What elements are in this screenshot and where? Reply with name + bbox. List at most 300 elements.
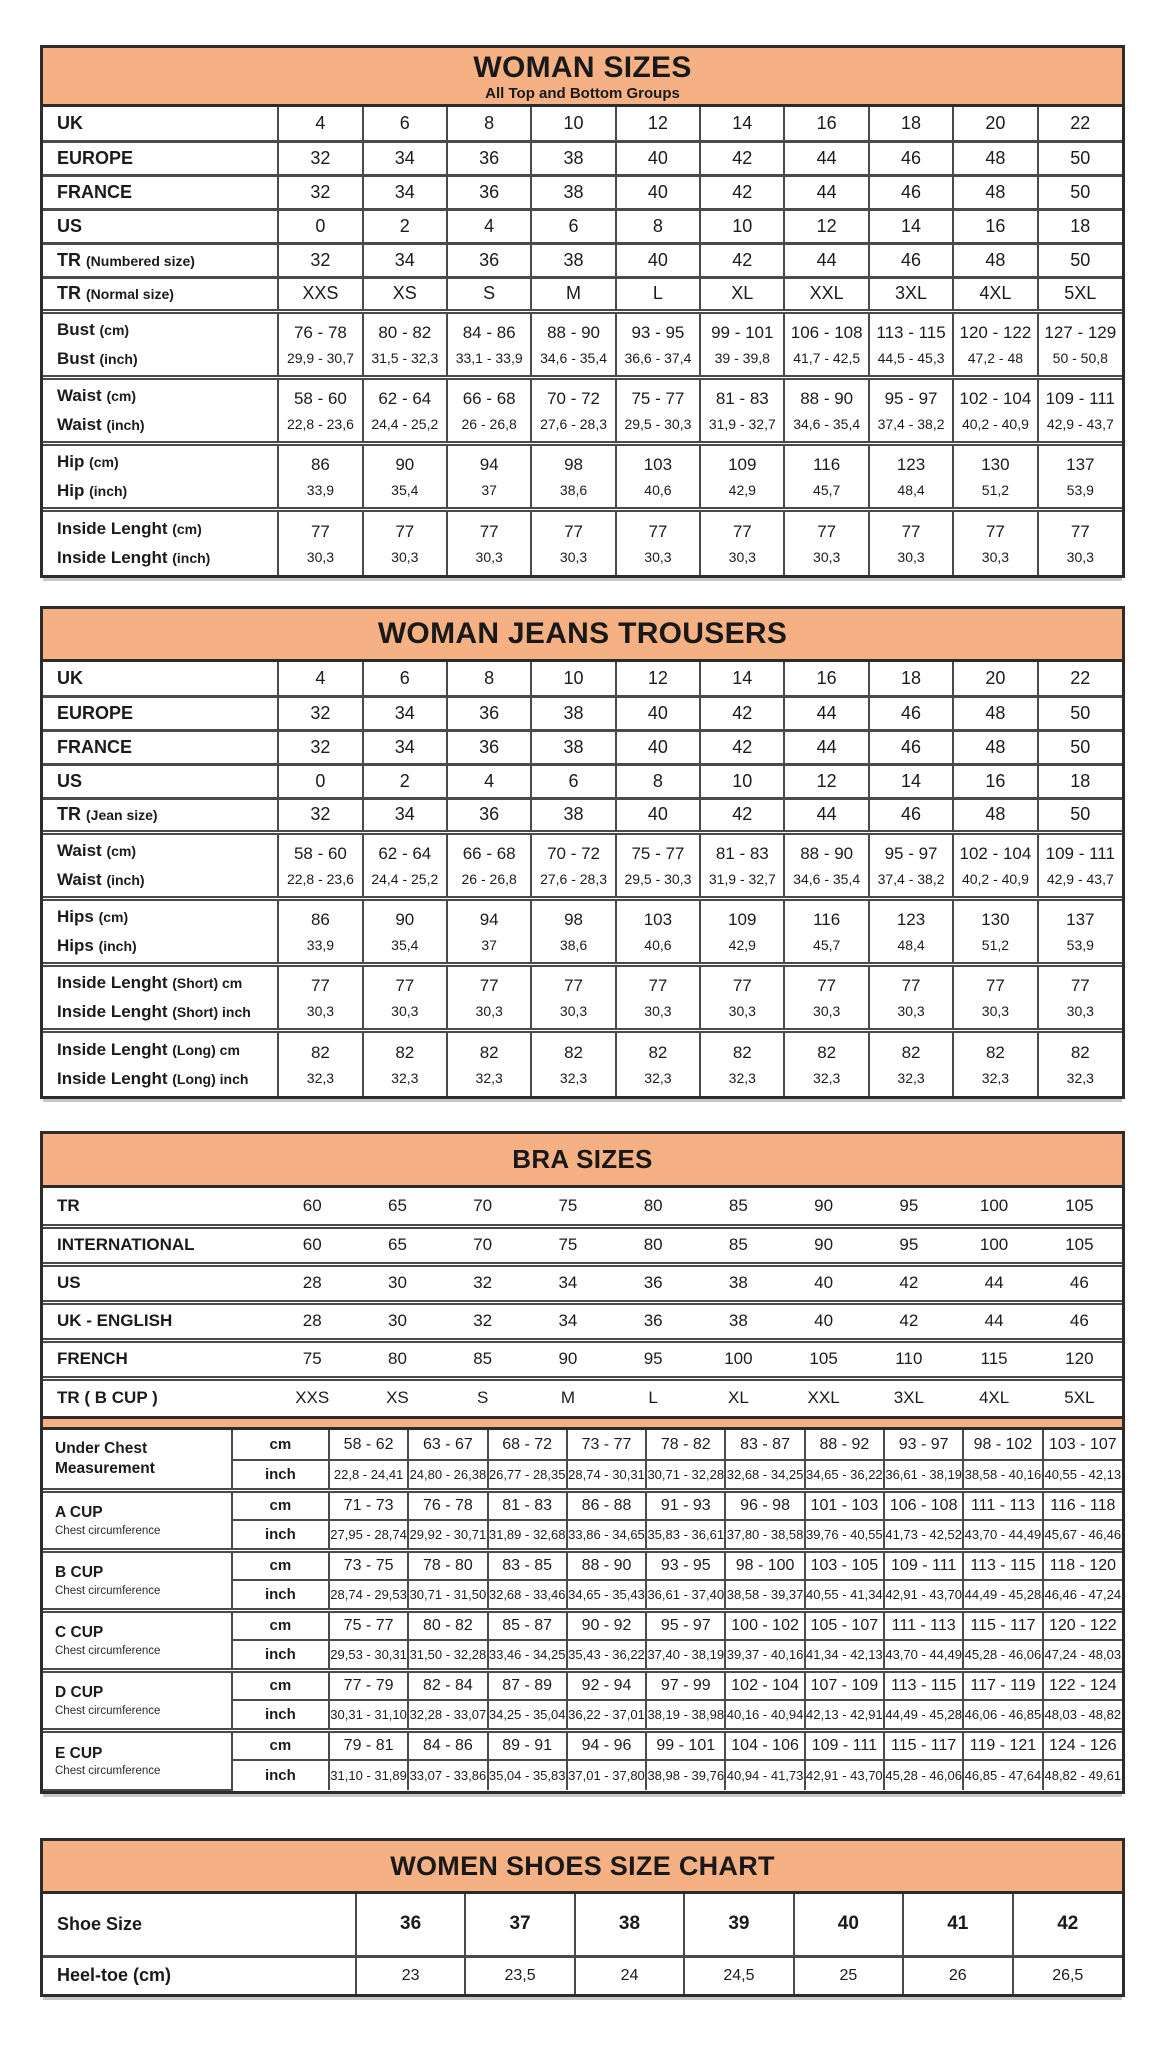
cell-value: 40 bbox=[616, 175, 700, 209]
cell-line-cm: 82 bbox=[732, 1042, 752, 1062]
cell-value: 6 bbox=[363, 107, 447, 141]
cell-value: 50 bbox=[1038, 798, 1122, 832]
cell-value: 50 bbox=[1038, 730, 1122, 764]
cell-value: 32 bbox=[440, 1302, 525, 1340]
cell-value: XS bbox=[355, 1378, 440, 1416]
cell-value: 80 bbox=[611, 1188, 696, 1226]
cell-line-inch: 32,3 bbox=[644, 1069, 672, 1086]
cell-value: 29,92 - 30,71 bbox=[408, 1520, 487, 1550]
jeans-trousers-section bbox=[40, 606, 1125, 1099]
cell-value: 88 - 92 bbox=[805, 1430, 884, 1460]
row-label bbox=[43, 1730, 232, 1790]
cell-value: 111 - 113 bbox=[884, 1610, 963, 1640]
cell-value: 30 bbox=[355, 1264, 440, 1302]
cell-value bbox=[531, 377, 615, 443]
cell-value: 40 bbox=[781, 1302, 866, 1340]
cell-line-cm: 77 bbox=[648, 975, 668, 995]
cell-value bbox=[447, 964, 531, 1030]
table-row bbox=[43, 1730, 1122, 1760]
cell-value bbox=[1038, 898, 1122, 964]
cell-value: 38 bbox=[531, 730, 615, 764]
cell-value: 50 bbox=[1038, 141, 1122, 175]
cell-value: 8 bbox=[447, 107, 531, 141]
row-label bbox=[43, 443, 278, 509]
cell-value: 48,03 - 48,82 bbox=[1043, 1700, 1122, 1730]
cell-value: 90 bbox=[525, 1340, 610, 1378]
cell-value: 33,46 - 34,25 bbox=[488, 1640, 567, 1670]
cell-value bbox=[869, 898, 953, 964]
row-label-sub: Chest circumference bbox=[55, 1765, 161, 1778]
bra-measurement-table bbox=[43, 1430, 1122, 1791]
cell-value: M bbox=[531, 277, 615, 311]
cell-value bbox=[869, 1030, 953, 1096]
cell-value bbox=[616, 964, 700, 1030]
cell-line-cm: 77 bbox=[479, 521, 499, 541]
row-label-main: A CUP bbox=[55, 1504, 103, 1522]
row-label: UK - ENGLISH bbox=[43, 1302, 270, 1340]
cell-value bbox=[869, 311, 953, 377]
cell-line-cm: 77 bbox=[395, 521, 415, 541]
cell-value: 10 bbox=[700, 209, 784, 243]
cell-value: 32 bbox=[278, 798, 362, 832]
cell-value bbox=[363, 898, 447, 964]
cell-value: 46 bbox=[869, 696, 953, 730]
cell-line-cm: 88 - 90 bbox=[547, 322, 600, 342]
cell-value bbox=[447, 443, 531, 509]
cell-value: 32 bbox=[278, 175, 362, 209]
cell-line-cm: 77 bbox=[985, 975, 1005, 995]
cell-line-cm: 77 bbox=[901, 521, 921, 541]
cell-value bbox=[953, 832, 1037, 898]
cell-value: 16 bbox=[784, 107, 868, 141]
row-label-main: C CUP bbox=[55, 1624, 104, 1642]
cell-value: 83 - 87 bbox=[725, 1430, 804, 1460]
cell-value: 91 - 93 bbox=[646, 1490, 725, 1520]
cell-value: 60 bbox=[270, 1188, 355, 1226]
table-row bbox=[43, 696, 1122, 730]
cell-line-inch: 30,3 bbox=[391, 1002, 419, 1019]
cell-line-cm: 109 bbox=[728, 454, 757, 474]
row-label: INTERNATIONAL bbox=[43, 1226, 270, 1264]
cell-value: 40,55 - 41,34 bbox=[805, 1580, 884, 1610]
cell-value bbox=[447, 898, 531, 964]
cell-value: 16 bbox=[953, 209, 1037, 243]
cell-value: 88 - 90 bbox=[567, 1550, 646, 1580]
cell-value bbox=[784, 898, 868, 964]
cell-value: 18 bbox=[869, 662, 953, 696]
cell-line-cm: 77 bbox=[310, 521, 330, 541]
cell-line-inch: 51,2 bbox=[981, 481, 1010, 498]
cell-value: 4 bbox=[278, 107, 362, 141]
row-label-sub: Chest circumference bbox=[55, 1644, 161, 1657]
cell-value: 48 bbox=[953, 141, 1037, 175]
cell-line-inch: 38,6 bbox=[559, 481, 588, 498]
row-label-line: Waist (cm) bbox=[57, 385, 136, 405]
row-label-line: Bust (inch) bbox=[57, 348, 138, 368]
cell-value: 46,85 - 47,64 bbox=[963, 1760, 1042, 1790]
cell-value bbox=[784, 443, 868, 509]
cell-line-inch: 30,3 bbox=[559, 1002, 588, 1019]
cell-value bbox=[278, 443, 362, 509]
cell-line-inch: 30,3 bbox=[981, 1002, 1010, 1019]
cell-value bbox=[616, 443, 700, 509]
cell-line-inch: 45,7 bbox=[813, 936, 841, 953]
unit-label: inch bbox=[232, 1760, 329, 1790]
cell-value: 14 bbox=[700, 107, 784, 141]
cell-value: 102 - 104 bbox=[725, 1670, 804, 1700]
row-label bbox=[43, 1490, 232, 1550]
cell-value: 36 bbox=[611, 1302, 696, 1340]
cell-value: 32,68 - 33,46 bbox=[488, 1580, 567, 1610]
cell-value: 14 bbox=[700, 662, 784, 696]
row-label: FRANCE bbox=[43, 730, 278, 764]
cell-value: 4XL bbox=[953, 277, 1037, 311]
cell-value: 68 - 72 bbox=[488, 1430, 567, 1460]
cell-line-inch: 50 - 50,8 bbox=[1052, 349, 1108, 366]
cell-value bbox=[784, 509, 868, 575]
cell-value: 34,65 - 35,43 bbox=[567, 1580, 646, 1610]
table-row bbox=[43, 1340, 1122, 1378]
cell-value: 113 - 115 bbox=[963, 1550, 1042, 1580]
cell-value bbox=[531, 1030, 615, 1096]
cell-value: 46 bbox=[869, 141, 953, 175]
cell-value bbox=[953, 443, 1037, 509]
cell-value: 3XL bbox=[869, 277, 953, 311]
row-label-sub: Chest circumference bbox=[55, 1584, 161, 1597]
row-label: US bbox=[43, 764, 278, 798]
cell-value bbox=[278, 964, 362, 1030]
cell-value: 37,80 - 38,58 bbox=[725, 1520, 804, 1550]
cell-value: 34 bbox=[363, 243, 447, 277]
cell-line-inch: 42,9 bbox=[728, 936, 756, 953]
cell-value: S bbox=[447, 277, 531, 311]
cell-value: 38 bbox=[531, 175, 615, 209]
cell-value: 38,58 - 39,37 bbox=[725, 1580, 804, 1610]
row-label bbox=[43, 311, 278, 377]
label-note: (Short) inch bbox=[172, 1003, 251, 1020]
cell-line-inch: 37,4 - 38,2 bbox=[877, 415, 945, 432]
cell-line-inch: 32,3 bbox=[981, 1069, 1010, 1086]
cell-line-inch: 27,6 - 28,3 bbox=[540, 870, 607, 887]
table-row bbox=[43, 798, 1122, 832]
cell-value: 85 - 87 bbox=[488, 1610, 567, 1640]
cell-value: 120 - 122 bbox=[1043, 1610, 1122, 1640]
cell-line-cm: 103 bbox=[643, 454, 673, 474]
woman-sizes-subtitle: All Top and Bottom Groups bbox=[485, 84, 680, 102]
cell-line-cm: 86 bbox=[310, 454, 330, 474]
cell-value bbox=[531, 964, 615, 1030]
cell-line-inch: 45,7 bbox=[813, 481, 841, 498]
cell-value: 32,28 - 33,07 bbox=[408, 1700, 487, 1730]
jeans-trousers-title: WOMAN JEANS TROUSERS bbox=[377, 617, 788, 650]
cell-value: XXL bbox=[784, 277, 868, 311]
cell-line-cm: 93 - 95 bbox=[631, 322, 685, 342]
cell-value: 78 - 82 bbox=[646, 1430, 725, 1460]
row-label: US bbox=[43, 1264, 270, 1302]
cell-value: 42,91 - 43,70 bbox=[884, 1580, 963, 1610]
cell-value: 44 bbox=[951, 1264, 1036, 1302]
cell-value: 113 - 115 bbox=[884, 1670, 963, 1700]
cell-value: 106 - 108 bbox=[884, 1490, 963, 1520]
table-row bbox=[43, 662, 1122, 696]
cell-line-cm: 123 bbox=[896, 454, 926, 474]
cell-value bbox=[700, 964, 784, 1030]
cell-line-cm: 81 - 83 bbox=[715, 388, 769, 408]
cell-value: 38,19 - 38,98 bbox=[646, 1700, 725, 1730]
cell-line-cm: 82 bbox=[901, 1042, 921, 1062]
cell-value: 36 bbox=[611, 1264, 696, 1302]
cell-value: 33,07 - 33,86 bbox=[408, 1760, 487, 1790]
cell-line-inch: 32,3 bbox=[559, 1069, 588, 1086]
label-note: (Long) inch bbox=[172, 1070, 249, 1087]
cell-value: 48 bbox=[953, 175, 1037, 209]
cell-value: 20 bbox=[953, 107, 1037, 141]
cell-value: 85 bbox=[696, 1188, 781, 1226]
cell-value: 44,49 - 45,28 bbox=[963, 1580, 1042, 1610]
cell-line-inch: 42,9 - 43,7 bbox=[1046, 870, 1114, 887]
cell-line-inch: 38,6 bbox=[559, 936, 588, 953]
cell-line-cm: 82 bbox=[479, 1042, 499, 1062]
cell-value: 44 bbox=[784, 175, 868, 209]
row-label bbox=[43, 1670, 232, 1730]
cell-value: 101 - 103 bbox=[805, 1490, 884, 1520]
cell-value: 45,28 - 46,06 bbox=[963, 1640, 1042, 1670]
cell-value: 75 bbox=[270, 1340, 355, 1378]
cell-value: 10 bbox=[531, 107, 615, 141]
cell-line-inch: 53,9 bbox=[1066, 936, 1094, 953]
woman-sizes-table bbox=[43, 107, 1122, 575]
cell-value bbox=[869, 964, 953, 1030]
cell-value: 73 - 75 bbox=[329, 1550, 408, 1580]
cell-value bbox=[363, 377, 447, 443]
cell-value: 38 bbox=[531, 696, 615, 730]
cell-line-cm: 82 bbox=[817, 1042, 837, 1062]
cell-value: 34,25 - 35,04 bbox=[488, 1700, 567, 1730]
cell-value: 42 bbox=[866, 1264, 951, 1302]
cell-line-cm: 77 bbox=[901, 975, 921, 995]
label-note: (cm) bbox=[172, 520, 202, 537]
row-label: TR bbox=[43, 1188, 270, 1226]
cell-value: 46 bbox=[869, 798, 953, 832]
label-note: (cm) bbox=[99, 321, 130, 338]
cell-line-cm: 94 bbox=[479, 909, 499, 929]
jeans-trousers-table bbox=[43, 662, 1122, 1096]
cell-value: 105 - 107 bbox=[805, 1610, 884, 1640]
woman-sizes-section bbox=[40, 45, 1125, 578]
cell-value: 8 bbox=[616, 209, 700, 243]
cell-value: 41 bbox=[903, 1894, 1012, 1956]
cell-value: 44 bbox=[784, 798, 868, 832]
label-note: (inch) bbox=[106, 871, 145, 888]
cell-value: 45,28 - 46,06 bbox=[884, 1760, 963, 1790]
cell-value: 37 bbox=[465, 1894, 574, 1956]
cell-value: 26 bbox=[903, 1956, 1012, 1994]
cell-value bbox=[700, 377, 784, 443]
cell-value bbox=[616, 898, 700, 964]
cell-value: 93 - 95 bbox=[646, 1550, 725, 1580]
cell-value: 115 bbox=[951, 1340, 1036, 1378]
cell-line-inch: 30,3 bbox=[475, 548, 503, 565]
unit-label: inch bbox=[232, 1700, 329, 1730]
cell-value: 82 - 84 bbox=[408, 1670, 487, 1700]
cell-value: 46 bbox=[869, 730, 953, 764]
cell-line-cm: 90 bbox=[395, 454, 415, 474]
cell-line-cm: 82 bbox=[648, 1042, 668, 1062]
table-row bbox=[43, 832, 1122, 898]
label-note: (inch) bbox=[106, 416, 145, 433]
unit-label: inch bbox=[232, 1460, 329, 1490]
cell-value: 32 bbox=[278, 243, 362, 277]
row-label bbox=[43, 1430, 232, 1490]
cell-line-cm: 95 - 97 bbox=[884, 843, 938, 863]
cell-line-cm: 62 - 64 bbox=[378, 843, 432, 863]
cell-line-cm: 109 bbox=[728, 909, 757, 929]
cell-value bbox=[1038, 832, 1122, 898]
cell-value: 50 bbox=[1038, 243, 1122, 277]
cell-value: 18 bbox=[1038, 764, 1122, 798]
cell-line-inch: 22,8 - 23,6 bbox=[286, 415, 354, 432]
cell-line-inch: 24,4 - 25,2 bbox=[371, 870, 439, 887]
cell-value: 109 - 111 bbox=[884, 1550, 963, 1580]
cell-value: 39,37 - 40,16 bbox=[725, 1640, 804, 1670]
cell-line-cm: 113 - 115 bbox=[876, 322, 946, 342]
label-note: (inch) bbox=[89, 482, 128, 499]
woman-sizes-header bbox=[43, 48, 1122, 107]
cell-value: 42 bbox=[1013, 1894, 1122, 1956]
row-label: EUROPE bbox=[43, 696, 278, 730]
cell-value: 35,04 - 35,83 bbox=[488, 1760, 567, 1790]
cell-line-inch: 33,9 bbox=[306, 936, 335, 953]
cell-value: 95 - 97 bbox=[646, 1610, 725, 1640]
table-row bbox=[43, 1670, 1122, 1700]
cell-value: 90 - 92 bbox=[567, 1610, 646, 1640]
row-label-main: Under Chest Measurement bbox=[55, 1440, 155, 1477]
unit-label: cm bbox=[232, 1730, 329, 1760]
cell-value: 36 bbox=[447, 696, 531, 730]
label-note: (Short) cm bbox=[172, 974, 243, 991]
table-row bbox=[43, 1956, 1122, 1994]
cell-value: 63 - 67 bbox=[408, 1430, 487, 1460]
cell-value: 81 - 83 bbox=[488, 1490, 567, 1520]
table-row bbox=[43, 509, 1122, 575]
cell-value bbox=[278, 509, 362, 575]
row-label-line: Hips (inch) bbox=[57, 935, 137, 955]
cell-value bbox=[531, 898, 615, 964]
cell-line-inch: 32,3 bbox=[1066, 1069, 1094, 1086]
cell-value: 115 - 117 bbox=[963, 1610, 1042, 1640]
cell-value: 124 - 126 bbox=[1043, 1730, 1122, 1760]
cell-value bbox=[531, 509, 615, 575]
cell-value: 34 bbox=[363, 141, 447, 175]
cell-value: 50 bbox=[1038, 175, 1122, 209]
cell-value: 99 - 101 bbox=[646, 1730, 725, 1760]
row-label: TR ( B CUP ) bbox=[43, 1378, 270, 1416]
cell-line-inch: 26 - 26,8 bbox=[461, 415, 517, 432]
cell-value bbox=[869, 377, 953, 443]
cell-line-inch: 30,3 bbox=[981, 548, 1010, 565]
cell-value: 73 - 77 bbox=[567, 1430, 646, 1460]
cell-value bbox=[953, 509, 1037, 575]
cell-line-inch: 30,3 bbox=[1066, 1002, 1094, 1019]
cell-value bbox=[953, 898, 1037, 964]
cell-value: XXS bbox=[278, 277, 362, 311]
cell-line-inch: 30,3 bbox=[728, 548, 756, 565]
cell-value: 24,5 bbox=[684, 1956, 793, 1994]
cell-value bbox=[531, 443, 615, 509]
cell-line-cm: 94 bbox=[479, 454, 499, 474]
cell-line-cm: 77 bbox=[564, 521, 583, 541]
row-label: EUROPE bbox=[43, 141, 278, 175]
cell-value: 80 bbox=[355, 1340, 440, 1378]
cell-line-cm: 82 bbox=[564, 1042, 583, 1062]
cell-value: 34 bbox=[525, 1302, 610, 1340]
cell-value: 79 - 81 bbox=[329, 1730, 408, 1760]
cell-value: 36 bbox=[447, 141, 531, 175]
cell-line-cm: 86 bbox=[310, 909, 330, 929]
cell-value bbox=[447, 377, 531, 443]
row-label: FRENCH bbox=[43, 1340, 270, 1378]
row-label-line: Inside Lenght (Long) cm bbox=[57, 1039, 240, 1059]
woman-sizes-title: WOMAN SIZES bbox=[473, 50, 692, 84]
label-note: (Normal size) bbox=[86, 286, 174, 302]
cell-line-cm: 77 bbox=[648, 521, 668, 541]
cell-value: 43,70 - 44,49 bbox=[963, 1520, 1042, 1550]
bra-sizes-section bbox=[40, 1131, 1125, 1794]
cell-value: 27,95 - 28,74 bbox=[329, 1520, 408, 1550]
cell-line-inch: 44,5 - 45,3 bbox=[877, 349, 945, 366]
cell-line-cm: 102 - 104 bbox=[959, 388, 1032, 408]
cell-value: 77 - 79 bbox=[329, 1670, 408, 1700]
row-label-main: D CUP bbox=[55, 1684, 104, 1702]
cell-value bbox=[363, 832, 447, 898]
cell-line-inch: 39 - 39,8 bbox=[714, 349, 770, 366]
cell-value: 42 bbox=[866, 1302, 951, 1340]
cell-value: 18 bbox=[869, 107, 953, 141]
cell-value bbox=[1038, 509, 1122, 575]
cell-value: 45,67 - 46,46 bbox=[1043, 1520, 1122, 1550]
cell-value: 39 bbox=[684, 1894, 793, 1956]
cell-value: 28 bbox=[270, 1264, 355, 1302]
label-note: (inch) bbox=[98, 937, 137, 954]
cell-value: 4 bbox=[447, 764, 531, 798]
cell-value: 103 - 107 bbox=[1043, 1430, 1122, 1460]
cell-value bbox=[616, 377, 700, 443]
cell-value: 39,76 - 40,55 bbox=[805, 1520, 884, 1550]
row-label-sub: Chest circumference bbox=[55, 1704, 161, 1717]
cell-value: 22,8 - 24,41 bbox=[329, 1460, 408, 1490]
cell-value: 16 bbox=[784, 662, 868, 696]
cell-value: 30,71 - 32,28 bbox=[646, 1460, 725, 1490]
cell-value: 44,49 - 45,28 bbox=[884, 1700, 963, 1730]
cell-value bbox=[784, 832, 868, 898]
row-label bbox=[43, 509, 278, 575]
cell-value bbox=[953, 377, 1037, 443]
table-row bbox=[43, 1264, 1122, 1302]
cell-value: L bbox=[611, 1378, 696, 1416]
row-label-line: Inside Lenght (Short) inch bbox=[57, 1001, 251, 1021]
cell-value bbox=[953, 964, 1037, 1030]
cell-value: 50 bbox=[1038, 696, 1122, 730]
table-row bbox=[43, 1030, 1122, 1096]
cell-value: 100 bbox=[696, 1340, 781, 1378]
cell-value: 36,61 - 38,19 bbox=[884, 1460, 963, 1490]
cell-value: 103 - 105 bbox=[805, 1550, 884, 1580]
row-label-line: Inside Lenght (Long) inch bbox=[57, 1068, 249, 1088]
cell-line-inch: 31,5 - 32,3 bbox=[371, 349, 439, 366]
table-row bbox=[43, 141, 1122, 175]
cell-value: 14 bbox=[869, 209, 953, 243]
unit-label: cm bbox=[232, 1550, 329, 1580]
